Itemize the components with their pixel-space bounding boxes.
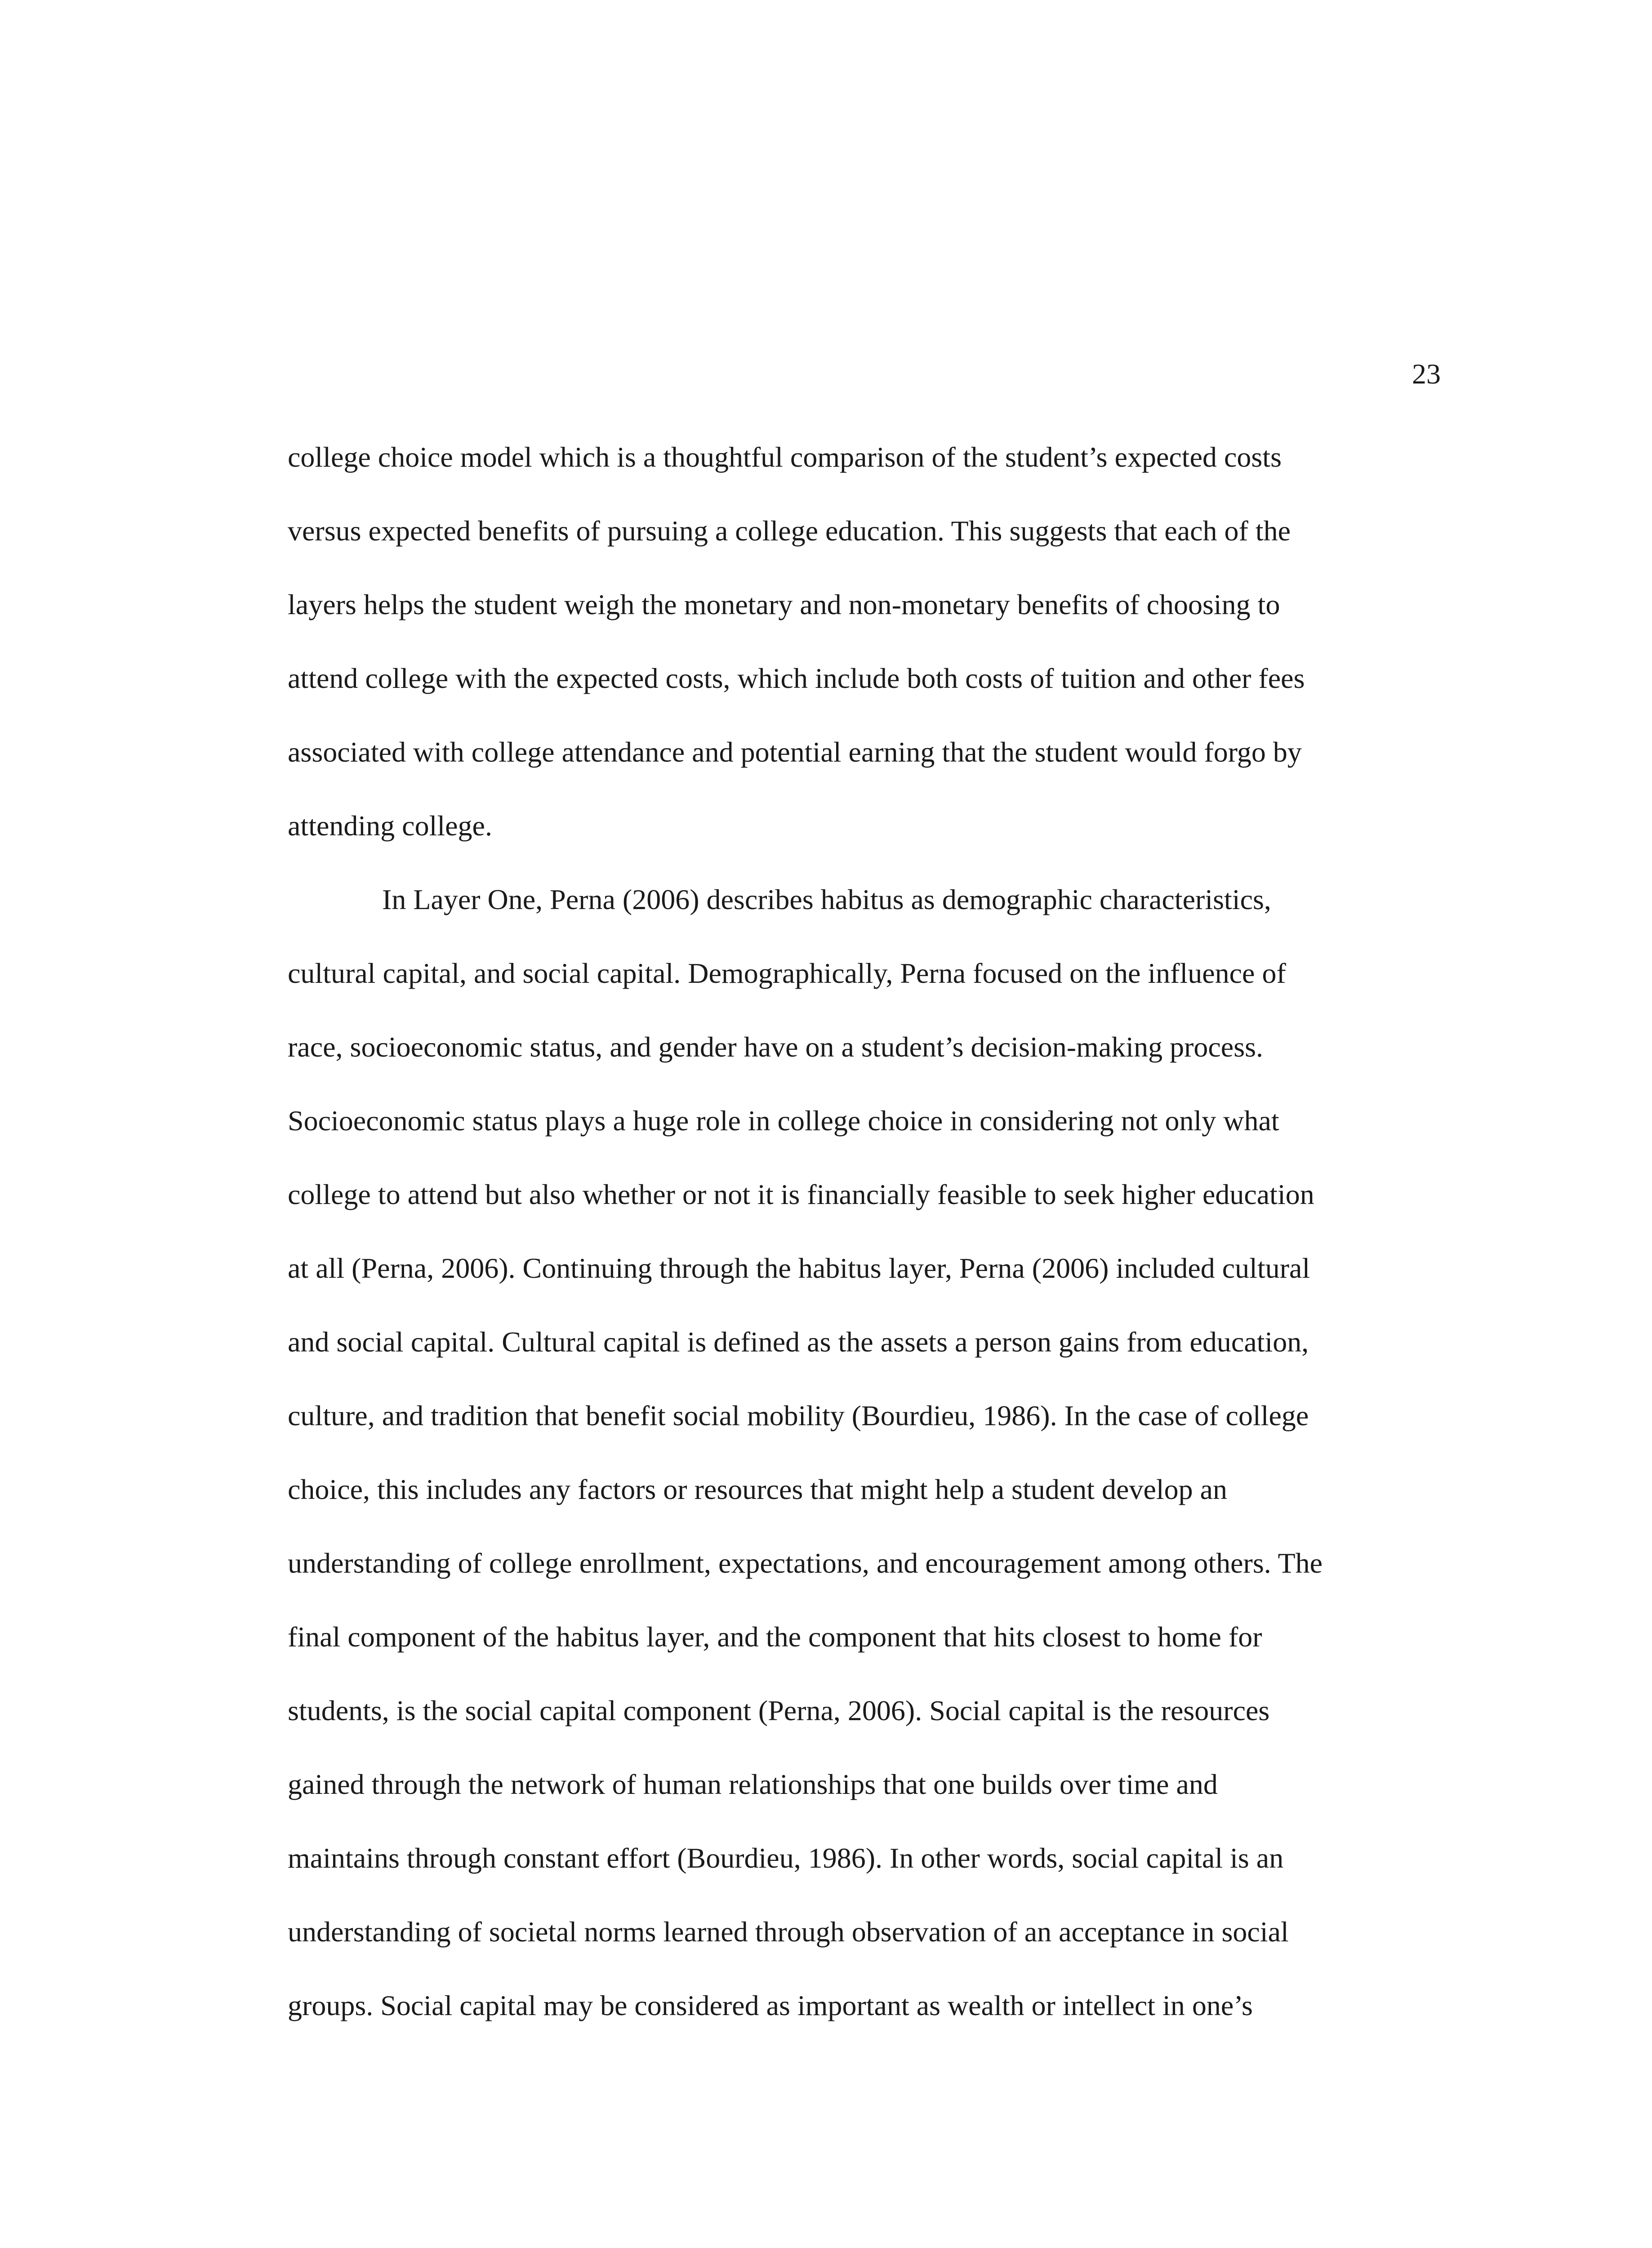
paragraph-2-line-6: at all (Perna, 2006). Continuing through the habitus layer, Perna (2006) included cultural xyxy=(288,1252,1310,1284)
paragraph-2-line-3: race, socioeconomic status, and gender have on a student’s decision-making process. xyxy=(288,1031,1263,1063)
paragraph-2-line-13: gained through the network of human relationships that one builds over time and xyxy=(288,1768,1218,1800)
paragraph-2-line-8: culture, and tradition that benefit social mobility (Bourdieu, 1986). In the case of college xyxy=(288,1400,1309,1432)
paragraph-2-line-14: maintains through constant effort (Bourdieu, 1986). In other words, social capital is an xyxy=(288,1842,1284,1874)
paragraph-2-line-7: and social capital. Cultural capital is defined as the assets a person gains from education, xyxy=(288,1326,1309,1358)
paragraph-2-line-16: groups. Social capital may be considered as important as wealth or intellect in one’s xyxy=(288,1989,1253,2021)
paragraph-2-line-5: college to attend but also whether or not it is financially feasible to seek higher education xyxy=(288,1178,1314,1210)
paragraph-2-line-12: students, is the social capital component (Perna, 2006). Social capital is the resources xyxy=(288,1695,1270,1726)
paragraph-1-line-6: attending college. xyxy=(288,810,492,842)
paragraph-2-line-1: In Layer One, Perna (2006) describes habitus as demographic characteristics, xyxy=(382,883,1271,915)
paragraph-2-line-4: Socioeconomic status plays a huge role in college choice in considering not only what xyxy=(288,1105,1279,1137)
body-text xyxy=(288,443,1438,2065)
page-number: 23 xyxy=(1412,358,1441,390)
paragraph-2-line-9: choice, this includes any factors or resources that might help a student develop an xyxy=(288,1473,1228,1505)
paragraph-1-line-5: associated with college attendance and potential earning that the student would forgo by xyxy=(288,736,1302,768)
paragraph-2-line-15: understanding of societal norms learned through observation of an acceptance in social xyxy=(288,1916,1289,1948)
paragraph-1-line-2: versus expected benefits of pursuing a college education. This suggests that each of the xyxy=(288,515,1291,547)
paragraph-1-line-1: college choice model which is a thoughtful comparison of the student’s expected costs xyxy=(288,441,1282,473)
paragraph-2-line-11: final component of the habitus layer, and the component that hits closest to home for xyxy=(288,1621,1262,1653)
paragraph-1-line-3: layers helps the student weigh the monetary and non-monetary benefits of choosing to xyxy=(288,589,1280,620)
paragraph-2-line-2: cultural capital, and social capital. Demographically, Perna focused on the influence of xyxy=(288,957,1286,989)
paragraph-1-line-4: attend college with the expected costs, which include both costs of tuition and other fees xyxy=(288,662,1305,694)
paragraph-2-line-10: understanding of college enrollment, expectations, and encouragement among others. The xyxy=(288,1547,1323,1579)
